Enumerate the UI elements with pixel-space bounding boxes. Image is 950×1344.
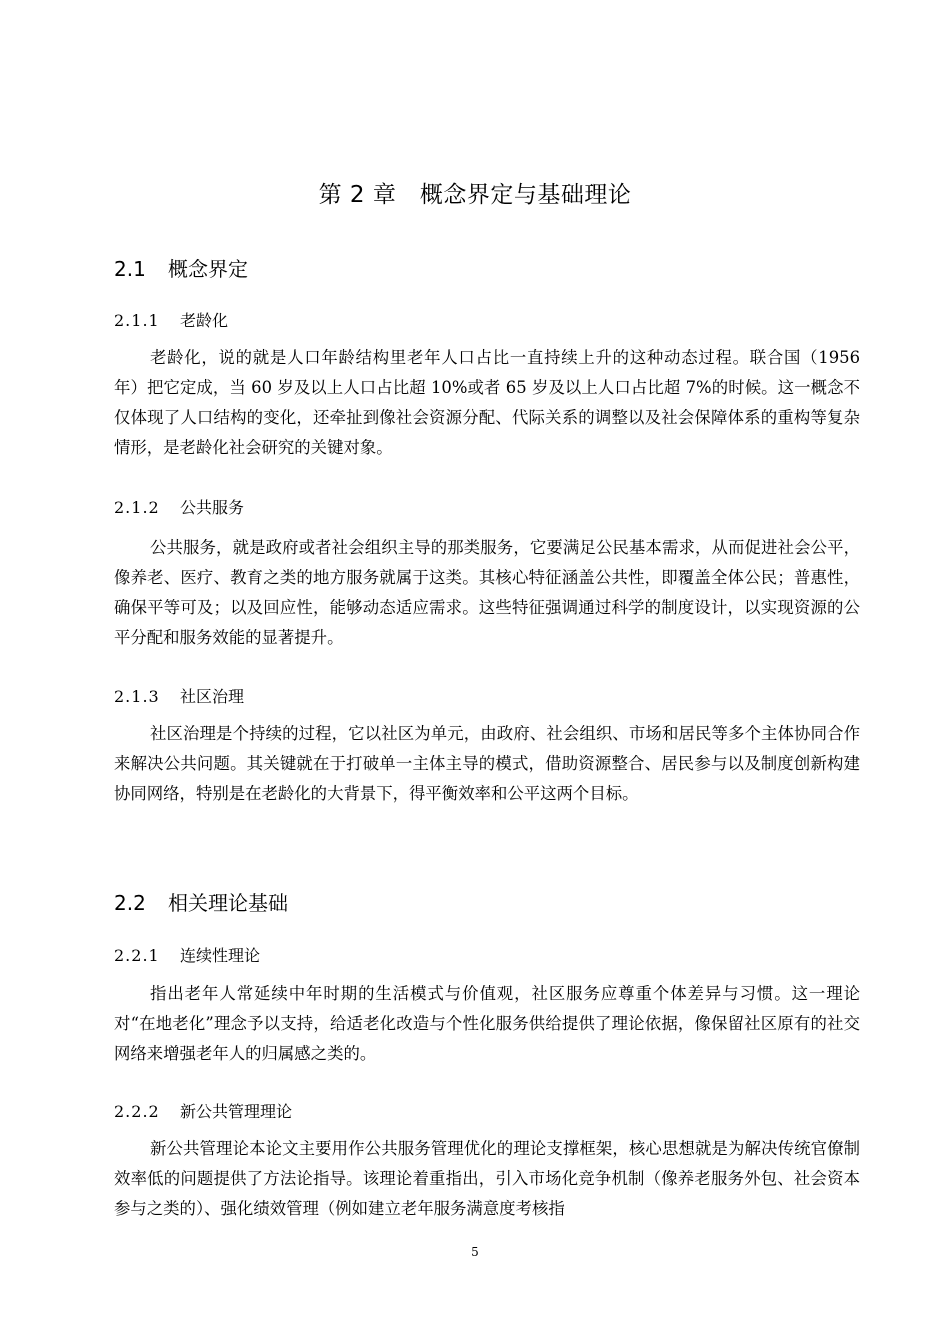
paragraph-new-public-management: 新公共管理论本论文主要用作公共服务管理优化的理论支撑框架，核心思想就是为解决传统官僚制效率低的问题提供了方法论指导。该理论着重指出，引入市场化竞争机制（像养老服务外包、社会资本参与之类的）、强化绩效管理（例如建立老年服务满意度考核指 — [114, 1139, 860, 1218]
page-number: 5 — [471, 1245, 479, 1259]
section-heading-2-1 — [114, 253, 248, 282]
subsection-heading-2-1-3 — [114, 684, 244, 707]
paragraph-continuity-theory: 指出老年人常延续中年时期的生活模式与价值观，社区服务应尊重个体差异与习惯。这一理论对“在地老化”理念予以支持，给适老化改造与个性化服务供给提供了理论依据，像保留社区原有的社交网络来增强老年人的归属感之类的。 — [114, 984, 860, 1063]
section-title: 概念界定 — [168, 257, 248, 281]
subsection-heading-2-1-1 — [114, 308, 228, 331]
subsection-title: 连续性理论 — [180, 946, 261, 965]
subsection-title: 老龄化 — [180, 311, 229, 330]
section-number: 2.2 — [114, 891, 146, 915]
subsection-heading-2-1-2 — [114, 495, 244, 518]
chapter-title: 第 2 章 概念界定与基础理论 — [318, 182, 632, 208]
subsection-heading-2-2-1 — [114, 943, 260, 966]
section-number: 2.1 — [114, 257, 146, 281]
subsection-number: 2.2.2 — [114, 1102, 160, 1121]
paragraph-community-governance: 社区治理是个持续的过程，它以社区为单元，由政府、社会组织、市场和居民等多个主体协同合作来解决公共问题。其关键就在于打破单一主体主导的模式，借助资源整合、居民参与以及制度创新构建协同网络，特别是在老龄化的大背景下，得平衡效率和公平这两个目标。 — [114, 724, 860, 803]
subsection-title: 社区治理 — [180, 687, 245, 706]
section-heading-2-2 — [114, 887, 288, 916]
section-title: 相关理论基础 — [168, 891, 288, 915]
subsection-title: 公共服务 — [180, 498, 245, 517]
paragraph-public-service: 公共服务，就是政府或者社会组织主导的那类服务，它要满足公民基本需求，从而促进社会公平，像养老、医疗、教育之类的地方服务就属于这类。其核心特征涵盖公共性，即覆盖全体公民；普惠性，确保平等可及；以及回应性，能够动态适应需求。这些特征强调通过科学的制度设计，以实现资源的公平分配和服务效能的显著提升。 — [114, 538, 860, 647]
subsection-number: 2.1.1 — [114, 311, 160, 330]
subsection-number: 2.1.2 — [114, 498, 160, 517]
subsection-number: 2.2.1 — [114, 946, 160, 965]
subsection-heading-2-2-2 — [114, 1099, 292, 1122]
paragraph-aging: 老龄化，说的就是人口年龄结构里老年人口占比一直持续上升的这种动态过程。联合国（1956 年）把它定成，当 60 岁及以上人口占比超 10%或者 65 岁及以上人口占比超 7%的时候。这一概念不仅体现了人口结构的变化，还牵扯到像社会资源分配、代际关系的调整以及社会保障体系的重构等复杂情形，是老龄化社会研究的关键对象。 — [114, 348, 860, 457]
subsection-number: 2.1.3 — [114, 687, 160, 706]
subsection-title: 新公共管理理论 — [180, 1102, 293, 1121]
